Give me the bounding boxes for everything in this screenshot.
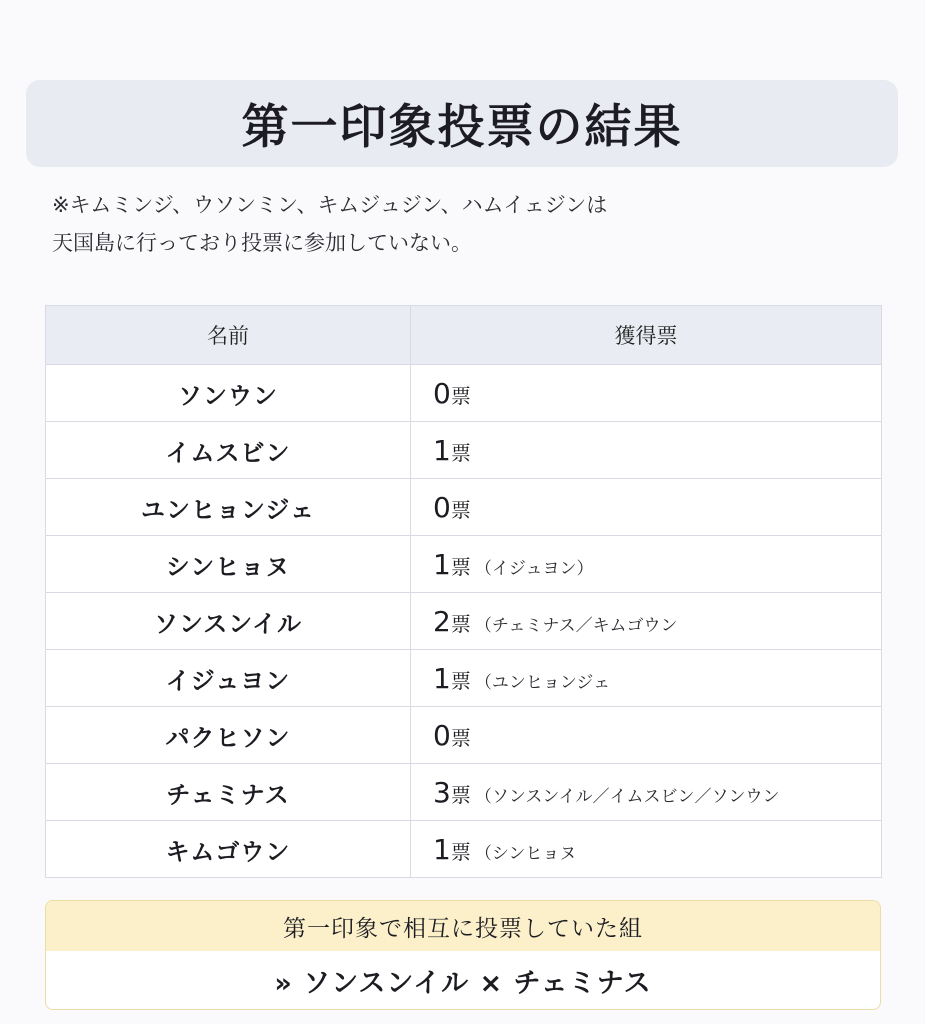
vote-count: 1 (433, 661, 451, 695)
vote-unit: 票 (450, 839, 471, 864)
name-cell: キムゴウン (46, 821, 411, 878)
table-row (46, 707, 882, 764)
vote-cell (411, 536, 882, 593)
mutual-pair: » ソンスンイル × チェミナス (274, 967, 652, 999)
vote-unit: 票 (450, 725, 471, 750)
header-votes: 獲得票 (411, 306, 882, 365)
vote-cell (411, 479, 882, 536)
name-cell: パクヒソン (46, 707, 411, 764)
vote-count: 1 (433, 547, 451, 581)
table-row (46, 821, 882, 878)
voters: （ユンヒョンジェ (474, 672, 611, 693)
header-name: 名前 (46, 306, 411, 365)
table-header-row (46, 306, 882, 365)
voters: （イジュヨン） (474, 558, 594, 579)
votes-table (45, 305, 882, 878)
table-row (46, 479, 882, 536)
vote-unit: 票 (450, 383, 471, 408)
vote-cell (411, 707, 882, 764)
voters: （チェミナス／キムゴウン (474, 615, 678, 636)
vote-count: 0 (433, 718, 451, 752)
note-line-1: ※キムミンジ、ウソンミン、キムジュジン、ハムイェジンは (52, 193, 608, 217)
table-row (46, 365, 882, 422)
vote-unit: 票 (450, 440, 471, 465)
name-cell: イジュヨン (46, 650, 411, 707)
voters: （シンヒョヌ (474, 843, 577, 864)
voters: （ソンスンイル／イムスビン／ソンウン (474, 786, 780, 807)
name-cell: イムスビン (46, 422, 411, 479)
vote-unit: 票 (450, 668, 471, 693)
table-row (46, 422, 882, 479)
note (52, 186, 607, 262)
page-title: 第一印象投票の結果 (241, 100, 683, 155)
vote-count: 1 (433, 832, 451, 866)
vote-unit: 票 (450, 611, 471, 636)
vote-count: 1 (433, 433, 451, 467)
mutual-vote-box (45, 900, 881, 1010)
vote-count: 3 (433, 775, 451, 809)
vote-unit: 票 (450, 782, 471, 807)
table-row (46, 536, 882, 593)
name-cell: ソンスンイル (46, 593, 411, 650)
table-row (46, 764, 882, 821)
name-cell: ソンウン (46, 365, 411, 422)
mutual-heading: 第一印象で相互に投票していた組 (46, 901, 880, 951)
title-banner (26, 80, 898, 167)
vote-unit: 票 (450, 497, 471, 522)
vote-cell (411, 365, 882, 422)
vote-count: 0 (433, 490, 451, 524)
table-row (46, 593, 882, 650)
name-cell: ユンヒョンジェ (46, 479, 411, 536)
vote-cell (411, 593, 882, 650)
vote-count: 2 (433, 604, 451, 638)
vote-cell (411, 422, 882, 479)
vote-count: 0 (433, 376, 451, 410)
vote-unit: 票 (450, 554, 471, 579)
table-row (46, 650, 882, 707)
name-cell: チェミナス (46, 764, 411, 821)
vote-cell (411, 821, 882, 878)
name-cell: シンヒョヌ (46, 536, 411, 593)
vote-cell (411, 650, 882, 707)
note-line-2: 天国島に行っており投票に参加していない。 (52, 231, 472, 255)
vote-cell (411, 764, 882, 821)
